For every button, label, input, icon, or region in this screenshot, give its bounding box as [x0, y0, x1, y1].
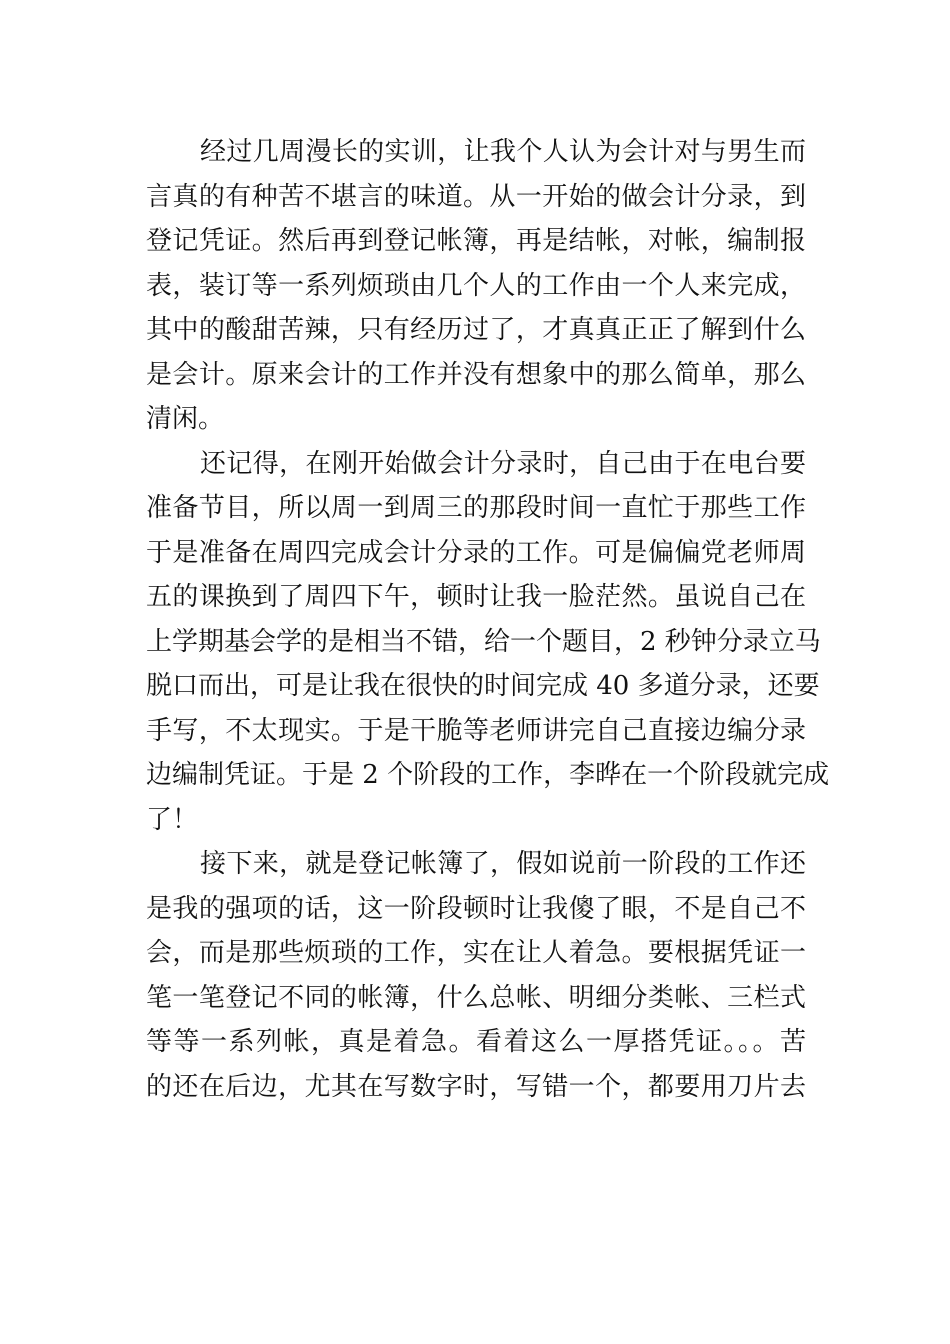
text-line: 手写，不太现实。于是干脆等老师讲完自己直接边编分录 [146, 715, 806, 746]
document-body [146, 130, 830, 1109]
text-line: 准备节目，所以周一到周三的那段时间一直忙于那些工作 [146, 493, 806, 523]
text-line: 是我的强项的话，这一阶段顿时让我傻了眼，不是自己不 [146, 893, 806, 924]
paragraph-2 [146, 442, 830, 843]
text-line: 五的课换到了周四下午，顿时让我一脸茫然。虽说自己在 [146, 582, 806, 612]
text-line: 清闲。 [146, 404, 225, 434]
text-line: 表，装订等一系列烦琐由几个人的工作由一个人来完成， [146, 270, 806, 301]
paragraph-1 [146, 130, 806, 442]
paragraph-3 [146, 842, 806, 1109]
text-line: 等等一系列帐，真是着急。看着这么一厚搭凭证。。。苦 [146, 1027, 806, 1057]
text-line: 笔一笔登记不同的帐簿，什么总帐、明细分类帐、三栏式 [146, 982, 806, 1013]
text-line: 还记得，在刚开始做会计分录时，自己由于在电台要 [200, 448, 806, 479]
text-line: 于是准备在周四完成会计分录的工作。可是偏偏党老师周 [146, 537, 806, 568]
text-line: 登记凭证。然后再到登记帐簿，再是结帐，对帐，编制报 [146, 226, 806, 256]
text-line: 其中的酸甜苦辣，只有经历过了，才真真正正了解到什么 [146, 315, 806, 345]
text-line: 的还在后边，尤其在写数字时，写错一个，都要用刀片去 [146, 1071, 806, 1102]
text-line: 了！ [146, 804, 199, 835]
text-line: 脱口而出，可是让我在很快的时间完成 40 多道分录，还要 [146, 671, 820, 701]
text-line: 上学期基会学的是相当不错，给一个题目，2 秒钟分录立马 [146, 626, 821, 657]
text-line: 是会计。原来会计的工作并没有想象中的那么简单，那么 [146, 359, 806, 390]
text-line: 经过几周漫长的实训，让我个人认为会计对与男生而 [200, 137, 806, 167]
text-line: 会，而是那些烦琐的工作，实在让人着急。要根据凭证一 [146, 938, 806, 968]
text-line: 言真的有种苦不堪言的味道。从一开始的做会计分录，到 [146, 181, 806, 212]
text-line: 接下来，就是登记帐簿了，假如说前一阶段的工作还 [200, 849, 806, 879]
text-line: 边编制凭证。于是 2 个阶段的工作，李晔在一个阶段就完成 [146, 760, 830, 790]
